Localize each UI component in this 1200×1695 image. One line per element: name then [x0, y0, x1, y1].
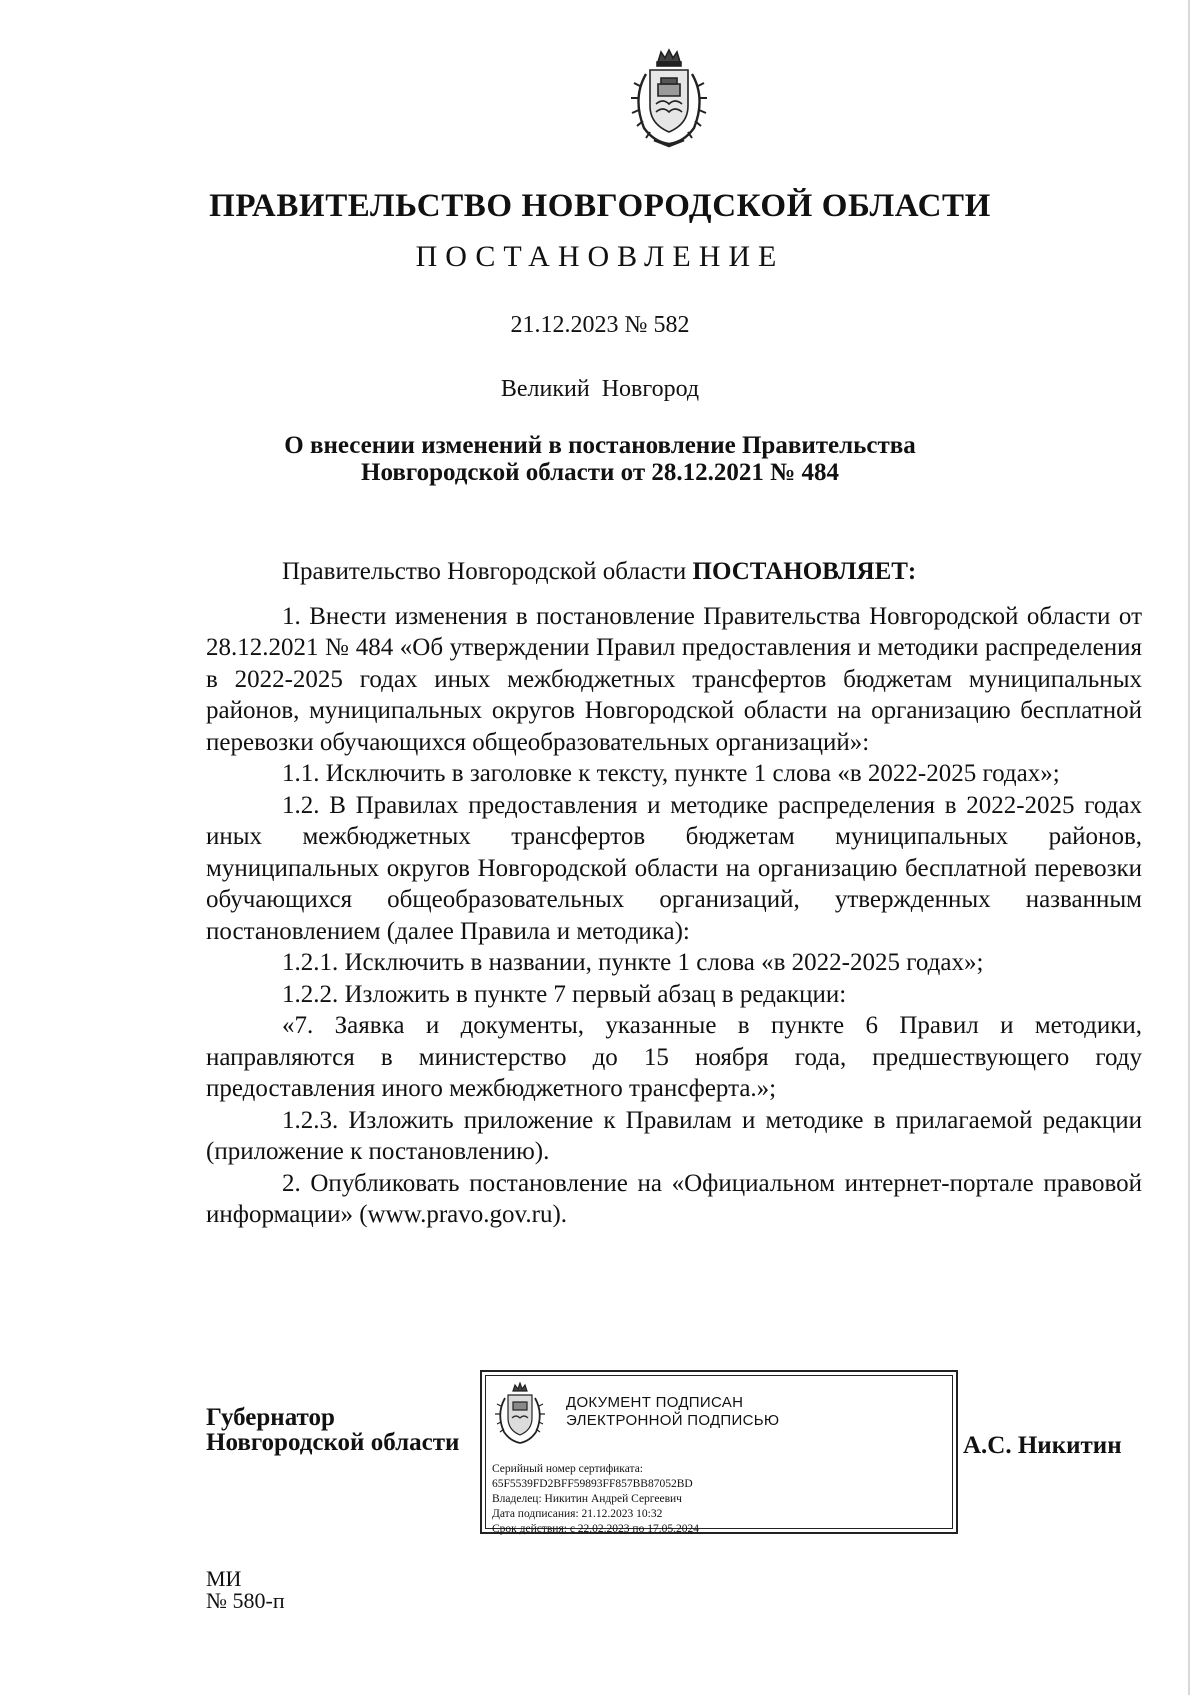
certificate-owner: Владелец: Никитин Андрей Сергеевич	[492, 1493, 682, 1505]
signer-position-line-1: Губернатор	[206, 1404, 335, 1431]
document-subject	[0, 432, 1200, 486]
footer-initials: МИ	[206, 1566, 242, 1591]
signing-date: Дата подписания: 21.12.2023 10:32	[492, 1508, 663, 1520]
document-type: ПОСТАНОВЛЕНИЕ	[415, 240, 785, 273]
subject-line-1: О внесении изменений в постановление Правительства	[284, 432, 916, 459]
certificate-label: Серийный номер сертификата:	[492, 1463, 643, 1475]
signer-position-line-2: Новгородской области	[206, 1429, 460, 1456]
paragraph-1: 1. Внести изменения в постановление Правительства Новгородской области от 28.12.2021 № 484 «Об утверждении Правил предоставления и методики распределения в 2022-2025 годах иных межбюджетных трансфертов бюджетам муниципальных районов, муниципальных округов Новгородской области на организацию бесплатной перевозки обучающихся общеобразовательных организаций»:	[206, 602, 1142, 756]
stamp-header-line-1: ДОКУМЕНТ ПОДПИСАН	[566, 1394, 744, 1411]
stamp-details	[492, 1462, 699, 1537]
preamble-resolves: ПОСТАНОВЛЯЕТ:	[692, 558, 917, 585]
certificate-number: 65F5539FD2BFF59893FF857BB87052BD	[492, 1478, 693, 1490]
stamp-inner-frame	[485, 1375, 953, 1535]
stamp-header-line-2: ЭЛЕКТРОННОЙ ПОДПИСЬЮ	[566, 1412, 780, 1429]
certificate-validity: Срок действия: с 22.02.2023 по 17.05.2024	[492, 1523, 699, 1535]
footer-reference	[206, 1568, 285, 1612]
signer-name: А.С. Никитин	[963, 1432, 1122, 1459]
scan-edge-line	[1188, 0, 1190, 1695]
paragraph-1-2-1: 1.2.1. Исключить в названии, пункте 1 слова «в 2022-2025 годах»;	[282, 949, 984, 976]
preamble-paragraph	[206, 556, 1142, 588]
paragraph-1-2: 1.2. В Правилах предоставления и методике распределения в 2022-2025 годах иных межбюджетных трансфертов бюджетам муниципальных районов, муниципальных округов Новгородской области на организацию бесплатной перевозки обучающихся общеобразовательных организаций, утвержденных названным постановлением (далее Правила и методика):	[206, 791, 1142, 945]
stamp-coat-of-arms-icon	[494, 1382, 546, 1446]
coat-of-arms-icon	[628, 48, 710, 150]
document-body	[206, 556, 1142, 1231]
signer-position	[206, 1405, 459, 1455]
paragraph-quote-7: «7. Заявка и документы, указанные в пункте 6 Правил и методики, направляются в министерство до 15 ноября года, предшествующего году предоставления иного межбюджетного трансферта.»;	[206, 1012, 1142, 1102]
paragraph-1-1: 1.1. Исключить в заголовке к тексту, пункте 1 слова «в 2022-2025 годах»;	[282, 760, 1060, 787]
subject-line-2: Новгородской области от 28.12.2021 № 484	[361, 459, 839, 486]
electronic-signature-stamp	[480, 1370, 958, 1534]
stamp-header	[566, 1394, 779, 1430]
footer-ref-number: № 580-п	[206, 1588, 285, 1613]
preamble-text: Правительство Новгородской области	[282, 558, 693, 585]
place-of-issue: Великий Новгород	[500, 376, 700, 402]
date-and-number: 21.12.2023 № 582	[510, 312, 690, 338]
paragraph-2: 2. Опубликовать постановление на «Официальном интернет-портале правовой информации» (www.pravo.gov.ru).	[206, 1169, 1142, 1228]
paragraph-1-2-3: 1.2.3. Изложить приложение к Правилам и методике в прилагаемой редакции (приложение к постановлению).	[206, 1106, 1142, 1165]
paragraph-1-2-2: 1.2.2. Изложить в пункте 7 первый абзац в редакции:	[282, 980, 847, 1008]
authority-title: ПРАВИТЕЛЬСТВО НОВГОРОДСКОЙ ОБЛАСТИ	[209, 188, 991, 224]
